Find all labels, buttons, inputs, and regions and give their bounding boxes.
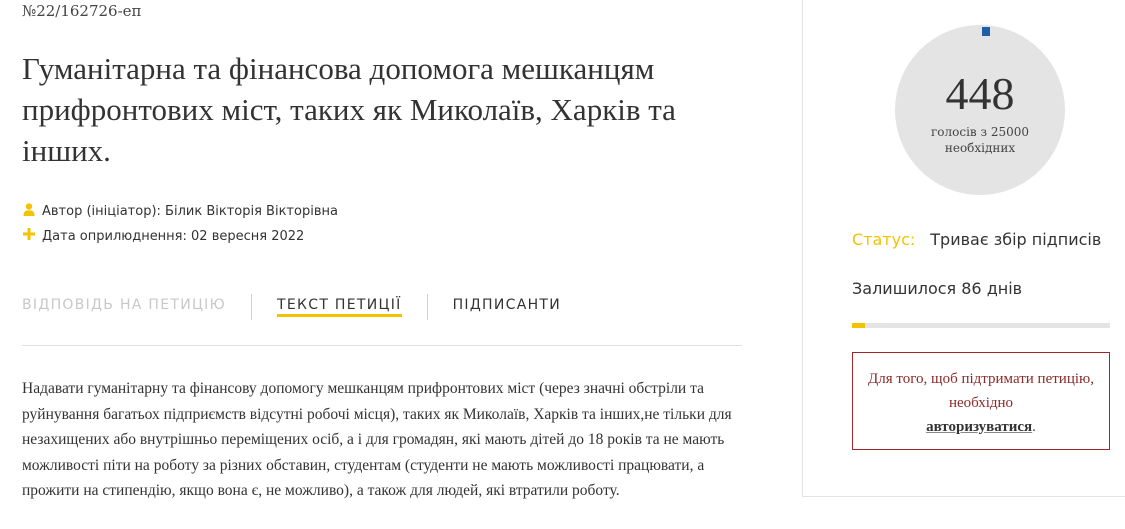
days-progress-bar [852,323,1110,328]
status-row [852,230,1101,249]
days-remaining: Залишилося 86 днів [852,279,1023,298]
vote-subtitle: голосів з 25000 необхідних [930,125,1030,155]
auth-notice [852,352,1110,450]
petition-tabs [22,297,561,320]
user-icon [22,203,36,220]
login-link[interactable]: авторизуватися [926,419,1033,435]
petition-body: Надавати гуманітарну та фінансову допомогу мешканцям прифронтових міст (через значні обстріли та руйнування багатьох підприємств відсутні робочі місця), таких як Миколаїв, Харків та інших,не тільки для незахищених або внутрішньо переміщених осіб, а і для громадян, які мають дітей до 18 років та не мають можливості піти на роботу за різних обставин, студентам (студенти не мають можливості працювати, а прожити на стипендію, якщо вона є, не можливо), а також для людей, які втратили роботу. [22,380,732,499]
days-progress-fill [852,323,865,328]
vote-progress-indicator [982,27,990,36]
tab-divider [251,294,252,320]
status-value: Триває збір підписів [930,230,1102,249]
auth-prefix: Для того, щоб підтримати петицію, необхідно [868,371,1094,411]
auth-suffix: . [1032,419,1036,435]
vote-count: 448 [945,68,1015,119]
content-divider [22,345,742,346]
author-meta [22,203,338,220]
plus-icon [22,228,36,244]
tab-divider [427,294,428,320]
tab-signers[interactable]: ПІДПИСАНТИ [452,297,562,313]
status-label: Статус: [852,230,916,249]
petition-number: №22/162726-еп [22,2,142,20]
date-meta [22,228,304,244]
petition-title: Гуманітарна та фінансова допомога мешканцям прифронтових міст, таких як Миколаїв, Харків та інших. [22,51,676,168]
date-text: Дата оприлюднення: 02 вересня 2022 [42,228,305,244]
tab-petition-text[interactable]: ТЕКСТ ПЕТИЦІЇ [277,297,402,317]
author-text: Автор (ініціатор): Білик Вікторія Вікторівна [42,204,338,219]
tab-response[interactable]: ВІДПОВІДЬ НА ПЕТИЦІЮ [22,297,227,313]
